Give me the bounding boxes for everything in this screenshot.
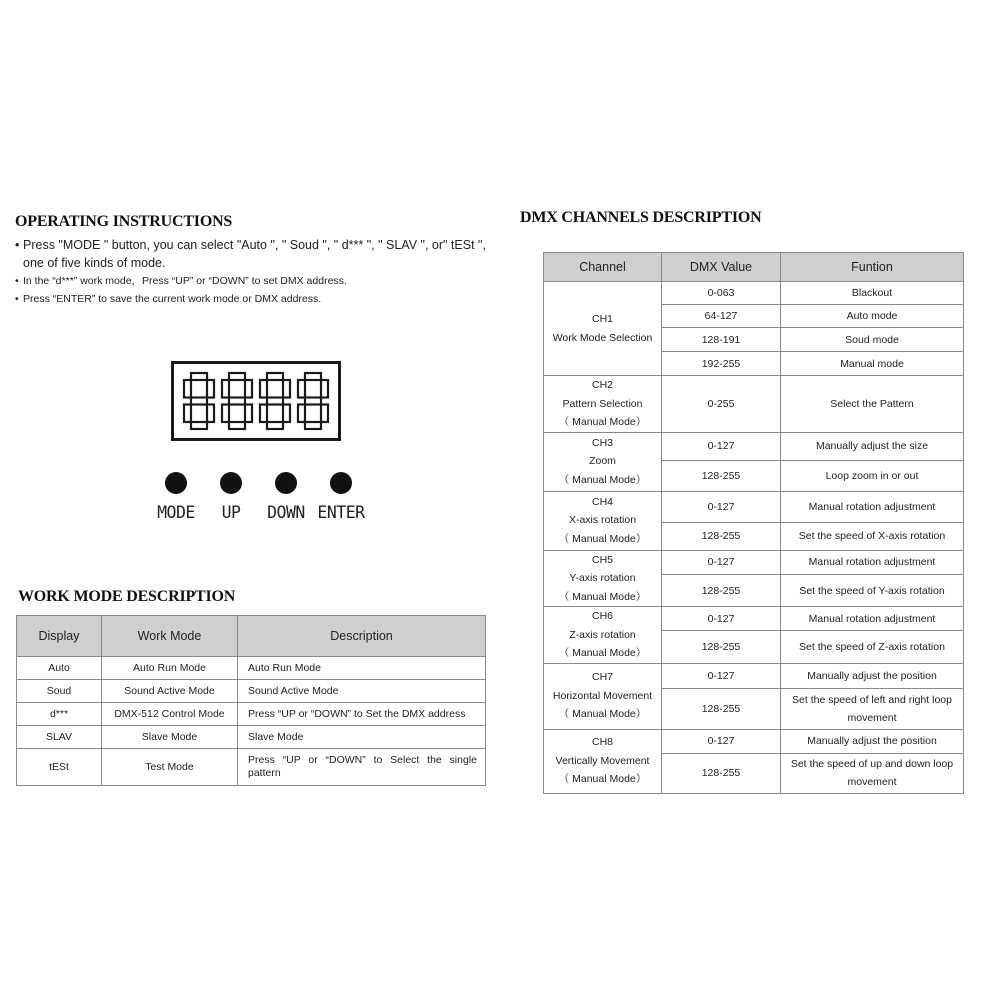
table-row	[544, 607, 964, 631]
bullet-enter-save: • Press “ENTER” to save the current work mode or DMX address.	[15, 290, 505, 308]
up-button[interactable]	[201, 470, 261, 522]
work-mode-title: WORK MODE DESCRIPTION	[18, 588, 236, 605]
channel-note: （ Manual Mode）	[558, 416, 647, 428]
led-segment	[222, 380, 229, 398]
dmx-value-cell: 64-127	[662, 305, 781, 328]
led-segment	[229, 398, 245, 405]
led-segment	[184, 380, 191, 398]
channel-desc: Zoom	[589, 455, 616, 468]
led-segment	[267, 422, 283, 429]
dmx-value-cell: 0-127	[662, 550, 781, 575]
dmx-value-cell: 0-127	[662, 607, 781, 631]
dmx-value-cell: 128-191	[662, 328, 781, 352]
control-buttons	[150, 470, 370, 530]
dmx-channels-table	[543, 252, 964, 794]
table-row	[17, 726, 486, 749]
dmx-value-cell: 0-127	[662, 663, 781, 688]
led-segment	[245, 380, 252, 398]
dmx-value-cell: 128-255	[662, 753, 781, 793]
header-description: Description	[238, 616, 486, 657]
channel-desc: Work Mode Selection	[552, 331, 653, 344]
led-segment	[305, 422, 321, 429]
table-row	[17, 703, 486, 726]
led-segment	[207, 405, 214, 423]
channel-note: （ Manual Mode）	[558, 532, 647, 545]
channel-note: （ Manual Mode）	[558, 773, 647, 786]
work-mode-cell: DMX-512 Control Mode	[102, 703, 238, 726]
channel-cell	[544, 729, 662, 793]
led-segment	[283, 380, 290, 398]
function-cell: Set the speed of X-axis rotation	[781, 522, 964, 550]
channel-name: CH3	[591, 436, 613, 449]
led-segment	[229, 373, 245, 380]
enter-button-dot[interactable]	[330, 472, 352, 494]
led-segment	[305, 373, 321, 380]
dmx-value-cell: 128-255	[662, 575, 781, 607]
channel-note: （ Manual Mode）	[558, 590, 647, 603]
led-segment	[222, 405, 229, 423]
header-function: Funtion	[781, 253, 964, 282]
led-segment	[245, 405, 252, 423]
channel-cell	[544, 607, 662, 664]
channel-note: （ Manual Mode）	[558, 473, 647, 486]
channel-name: CH1	[591, 313, 613, 325]
header-dmx-value: DMX Value	[662, 253, 781, 282]
dmx-value-cell: 192-255	[662, 352, 781, 376]
channel-desc: Y-axis rotation	[569, 572, 636, 584]
channel-desc: Vertically Movement	[555, 754, 650, 767]
led-segment	[321, 380, 328, 398]
function-cell: Select the Pattern	[781, 376, 964, 433]
led-segment	[283, 405, 290, 423]
led-segment	[184, 405, 191, 423]
led-display	[171, 361, 341, 441]
channel-name: CH7	[591, 671, 613, 684]
table-row	[544, 491, 964, 522]
led-digits	[174, 364, 338, 438]
function-cell: Manual mode	[781, 352, 964, 376]
bullet-dmx-address: • In the “d***” work mode，Press “UP” or “DOWN” to set DMX address.	[15, 272, 505, 290]
function-cell: Manually adjust the position	[781, 729, 964, 753]
function-cell: Manually adjust the size	[781, 432, 964, 460]
led-segment	[191, 398, 207, 405]
channel-cell	[544, 550, 662, 607]
channel-name: CH8	[591, 736, 613, 749]
led-segment	[298, 380, 305, 398]
description-cell: Press “UP or “DOWN” to Set the DMX address	[238, 703, 486, 726]
down-button[interactable]	[256, 470, 316, 522]
down-button-dot[interactable]	[275, 472, 297, 494]
led-segment	[207, 380, 214, 398]
dmx-value-cell: 0-255	[662, 376, 781, 433]
down-button-label: DOWN	[267, 503, 305, 522]
channel-desc: Horizontal Movement	[552, 689, 653, 702]
function-cell: Manual rotation adjustment	[781, 607, 964, 631]
function-cell: Blackout	[781, 282, 964, 305]
channel-name: CH2	[591, 379, 613, 391]
table-row	[544, 282, 964, 305]
description-cell: Sound Active Mode	[238, 680, 486, 703]
function-cell: Loop zoom in or out	[781, 460, 964, 491]
table-row	[544, 663, 964, 688]
table-row	[544, 376, 964, 433]
table-row	[544, 729, 964, 753]
description-cell: Press “UP or “DOWN” to Select the single pattern	[238, 749, 486, 786]
display-cell: Auto	[17, 657, 102, 680]
header-display: Display	[17, 616, 102, 657]
channel-note: （ Manual Mode）	[558, 647, 647, 659]
display-cell: SLAV	[17, 726, 102, 749]
table-row	[17, 749, 486, 786]
channel-name: CH6	[591, 610, 613, 622]
mode-button-dot[interactable]	[165, 472, 187, 494]
dmx-value-cell: 128-255	[662, 522, 781, 550]
work-mode-cell: Auto Run Mode	[102, 657, 238, 680]
channel-cell	[544, 282, 662, 376]
dmx-value-cell: 0-127	[662, 432, 781, 460]
header-work-mode: Work Mode	[102, 616, 238, 657]
dmx-header-row	[544, 253, 964, 282]
dmx-value-cell: 0-063	[662, 282, 781, 305]
dmx-value-cell: 128-255	[662, 631, 781, 663]
channel-cell	[544, 491, 662, 550]
led-segment	[191, 373, 207, 380]
table-row	[17, 657, 486, 680]
operating-bullets	[15, 236, 505, 308]
channel-desc: Z-axis rotation	[569, 628, 636, 641]
channel-desc: X-axis rotation	[568, 514, 637, 527]
dmx-value-cell: 128-255	[662, 688, 781, 729]
led-segment	[305, 398, 321, 405]
function-cell: Manual rotation adjustment	[781, 491, 964, 522]
function-cell: Set the speed of left and right loop movement	[781, 688, 964, 729]
channel-cell	[544, 663, 662, 729]
led-segment	[267, 373, 283, 380]
table-row	[544, 432, 964, 460]
display-cell: Soud	[17, 680, 102, 703]
mode-button-label: MODE	[157, 503, 195, 522]
function-cell: Soud mode	[781, 328, 964, 352]
table-row	[544, 550, 964, 575]
led-segment	[298, 405, 305, 423]
function-cell: Set the speed of Z-axis rotation	[781, 631, 964, 663]
work-mode-table	[16, 615, 486, 786]
mode-button[interactable]	[146, 470, 206, 522]
description-cell: Auto Run Mode	[238, 657, 486, 680]
led-segment	[260, 405, 267, 423]
header-channel: Channel	[544, 253, 662, 282]
dmx-value-cell: 0-127	[662, 729, 781, 753]
operating-instructions-title: OPERATING INSTRUCTIONS	[15, 213, 233, 230]
channel-cell	[544, 432, 662, 491]
display-cell: tESt	[17, 749, 102, 786]
function-cell: Manual rotation adjustment	[781, 550, 964, 575]
work-mode-header-row	[17, 616, 486, 657]
enter-button[interactable]	[311, 470, 371, 522]
bullet-mode-select: • Press "MODE " button, you can select "Auto ", " Soud ", " d*** ", " SLAV ", or" tESt ", one of five kinds of mode.	[15, 236, 505, 272]
function-cell: Set the speed of up and down loop movement	[781, 753, 964, 793]
channel-name: CH4	[591, 495, 613, 508]
led-segment	[191, 422, 207, 429]
work-mode-cell: Test Mode	[102, 749, 238, 786]
display-cell: d***	[17, 703, 102, 726]
up-button-dot[interactable]	[220, 472, 242, 494]
led-segment	[260, 380, 267, 398]
up-button-label: UP	[221, 503, 241, 522]
work-mode-cell: Slave Mode	[102, 726, 238, 749]
channel-name: CH5	[591, 553, 613, 566]
enter-button-label: ENTER	[317, 503, 365, 522]
dmx-value-cell: 0-127	[662, 491, 781, 522]
dmx-channels-title: DMX CHANNELS DESCRIPTION	[520, 209, 762, 226]
work-mode-cell: Sound Active Mode	[102, 680, 238, 703]
dmx-value-cell: 128-255	[662, 460, 781, 491]
channel-note: （ Manual Mode）	[558, 708, 647, 721]
led-segment	[229, 422, 245, 429]
function-cell: Auto mode	[781, 305, 964, 328]
function-cell: Set the speed of Y-axis rotation	[781, 575, 964, 607]
function-cell: Manually adjust the position	[781, 663, 964, 688]
channel-desc: Pattern Selection	[562, 397, 643, 410]
description-cell: Slave Mode	[238, 726, 486, 749]
channel-cell	[544, 376, 662, 433]
table-row	[17, 680, 486, 703]
led-segment	[267, 398, 283, 405]
led-segment	[321, 405, 328, 423]
